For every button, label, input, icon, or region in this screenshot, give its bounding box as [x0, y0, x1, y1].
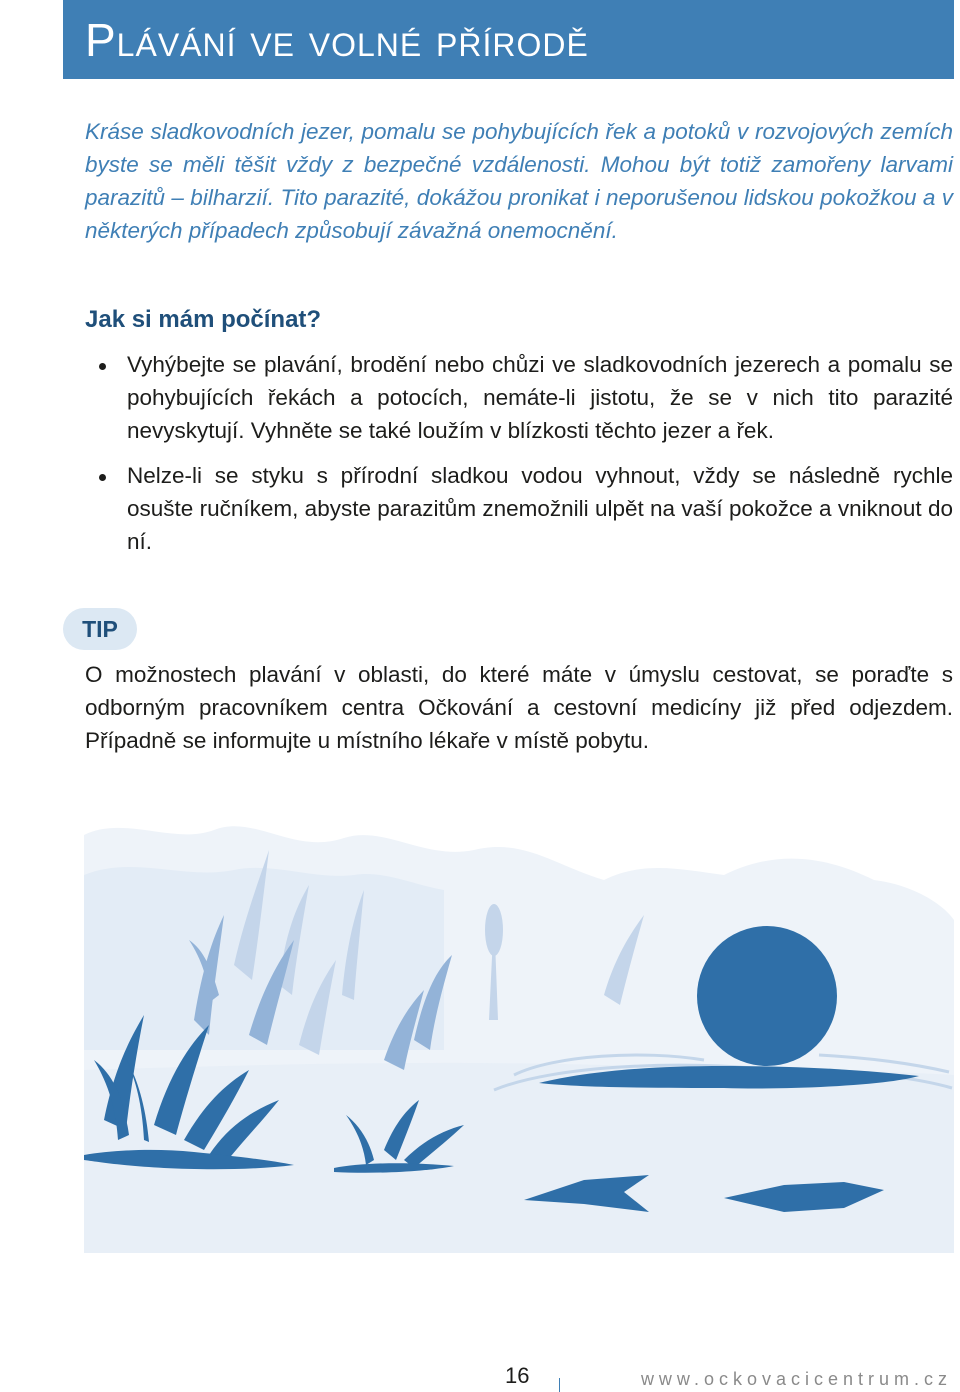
list-item [85, 459, 953, 558]
list-item [85, 348, 953, 447]
page-number: 16 [505, 1363, 530, 1388]
bullet-icon [99, 363, 106, 370]
footer-divider [559, 1378, 560, 1392]
tip-text: O možnostech plavání v oblasti, do které máte v úmyslu cestovat, se poraďte s odborným pracovníkem centra Očkování a cestovní medicíny již před odjezdem. Případně se informujte u místního lékaře v místě pobytu. [85, 662, 953, 753]
swimming-illustration [84, 820, 954, 1253]
section-heading: Jak si mám počínat? [85, 306, 322, 333]
tip-badge: TIP [63, 608, 137, 650]
page-title: Plávání ve volné přírodě [85, 14, 589, 66]
bullet-icon [99, 474, 106, 481]
advice-list [85, 348, 953, 570]
list-item-text: Nelze-li se styku s přírodní sladkou vodou vyhnout, vždy se následně rychle osušte ručníkem, abyste parazitům znemožnili ulpět na vaší pokožce a vniknout do ní. [127, 463, 953, 554]
header-band [63, 0, 954, 79]
list-item-text: Vyhýbejte se plavání, brodění nebo chůzi ve sladkovodních jezerech a pomalu se pohybujících řekách a potocích, nemáte-li jistotu, že se v nich tito parazité nevyskytují. Vyhněte se také loužím v blízkosti těchto jezer a řek. [127, 352, 953, 443]
intro-paragraph: Kráse sladkovodních jezer, pomalu se pohybujících řek a potoků v rozvojových zemích byste se měli těšit vždy z bezpečné vzdálenosti. Mohou být totiž zamořeny larvami parazitů – bilharzií. Tito parazité, dokážou pronikat i neporušenou lidskou pokožkou a v některých případech způsobují závažná onemocnění. [85, 119, 953, 243]
swimmer-head [697, 926, 837, 1066]
footer-url[interactable]: www.ockovacicentrum.cz [640, 1369, 952, 1389]
